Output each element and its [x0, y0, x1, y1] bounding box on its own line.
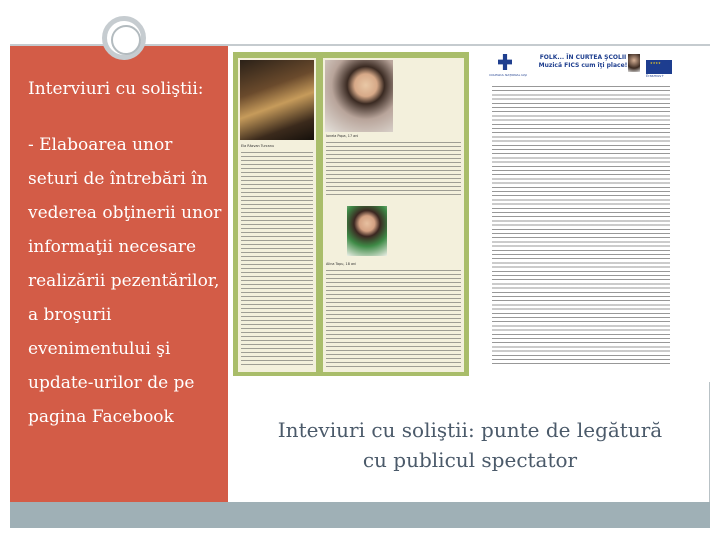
- singer-photo: [240, 60, 314, 140]
- left-heading: Interviuri cu soliştii:: [28, 79, 204, 99]
- poster-column-right: [323, 58, 464, 372]
- article-body-text: [492, 86, 670, 366]
- left-panel-text: [28, 72, 226, 434]
- article-photo: [628, 54, 640, 72]
- school-cross-icon: [498, 54, 512, 70]
- poster-left-text: [241, 152, 313, 368]
- school-logo-caption: COLEGIUL NAŢIONAL IAŞI: [489, 73, 527, 77]
- poster-left-name: Ela Răzvan Turcanu: [241, 144, 275, 148]
- school-logo: [488, 54, 527, 80]
- erasmus-label: Erasmus+: [646, 74, 665, 78]
- slide-caption: Inteviuri cu soliştii: punte de legătură cu publicul spectator: [277, 418, 663, 472]
- poster-column-left: [238, 58, 316, 372]
- poster-mid-text-bottom: [326, 270, 461, 368]
- article-title: FOLK... ÎN CURTEA ŞCOLII Muzică FICS cum îţi place!: [538, 54, 628, 69]
- slide-circle-ornament: [102, 16, 146, 60]
- eu-flag-icon: [646, 60, 672, 74]
- student-photo-bottom: [347, 206, 387, 256]
- student-photo-top: [325, 60, 393, 132]
- poster-mid-name-bottom: Alina Tapu, 18 ani: [326, 262, 357, 266]
- poster-mid-text-top: [326, 142, 461, 198]
- article-document: [476, 52, 682, 376]
- poster-mid-name-top: Ionela Popa, 17 ani: [326, 134, 359, 138]
- left-body: - Elaboarea unor seturi de întrebări în vederea obţinerii unor informaţii necesare realizării pezentărilor, a broşurii evenimentului şi update-urilor de pe pagina Facebook: [28, 135, 222, 427]
- bottom-band: [10, 502, 710, 528]
